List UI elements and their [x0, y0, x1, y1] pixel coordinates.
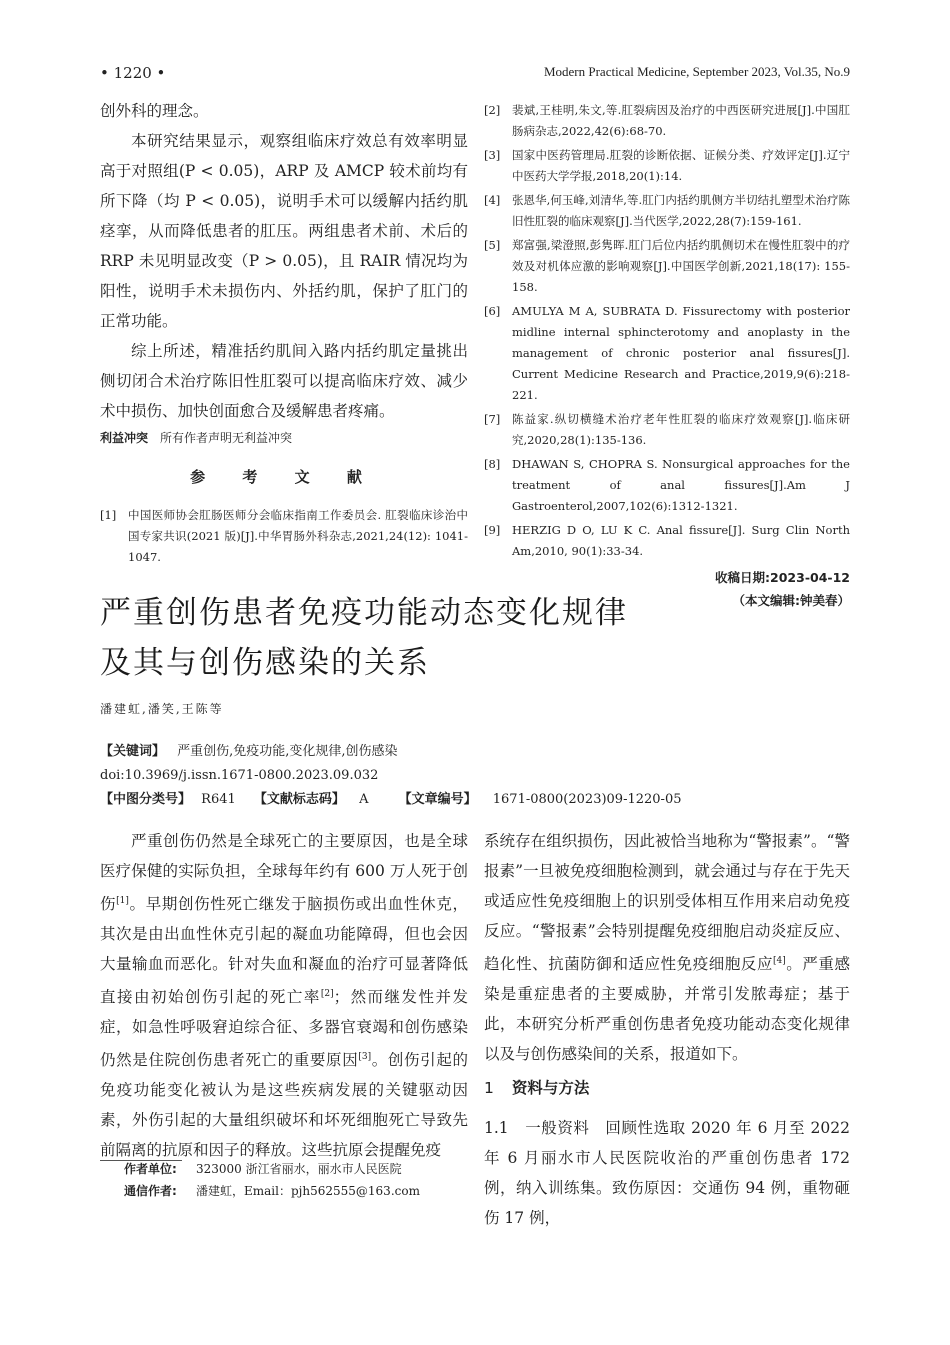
classification-line [100, 788, 860, 812]
reference-item [484, 409, 850, 451]
article-title-line: 及其与创伤感染的关系 [100, 645, 430, 681]
citation: [4] [773, 956, 786, 966]
subsection-text: 回顾性选取 2020 年 6 月至 2022 年 6 月丽水市人民医院收治的严重创伤患者 172 例，纳入训练集。致伤原因：交通伤 94 例，重物砸伤 17 例， [484, 1119, 850, 1228]
reference-text: HERZIG D O, LU K C. Anal fissure[J]. Surg Clin North Am,2010, 90(1):33-34. [512, 523, 850, 558]
article-title-line: 严重创伤患者免疫功能动态变化规律 [100, 595, 628, 631]
keywords-label: 【关键词】 [100, 744, 166, 759]
body-paragraph: 创外科的理念。 [100, 102, 209, 120]
reference-number: [6] [484, 304, 501, 318]
corresponding-author: 潘建虹，Email：pjh562555@163.com [196, 1184, 420, 1198]
doccode-value: A [359, 792, 369, 807]
corresponding-label: 通信作者: [124, 1184, 177, 1198]
reference-number: [8] [484, 457, 501, 471]
page-number: • 1220 • [100, 64, 166, 82]
clc-value: R641 [201, 792, 236, 807]
received-date: 收稿日期:2023-04-12 [715, 570, 850, 585]
article-meta [100, 740, 860, 812]
intro-text: 。早期创伤性死亡继发于脑损伤或出血性休克，其次是由出血性休克引起的凝血功能障碍，但也会因大量输血而恶化。针对失血和凝血的治疗可显著降低直接由初始创伤引起的死亡率 [100, 895, 468, 1007]
body-paragraph: 综上所述，精准括约肌间入路内括约肌定量挑出侧切闭合术治疗陈旧性肛裂可以提高临床疗效、减少术中损伤、加快创面愈合及缓解患者疼痛。 [100, 342, 468, 420]
coi-text: 所有作者声明无利益冲突 [160, 431, 293, 445]
article-title [100, 588, 628, 688]
reference-text: 郑富强,梁澄照,彭隽晖.肛门后位内括约肌侧切术在慢性肛裂中的疗效及对机体应激的影响观察[J].中国医学创新,2021,18(17): 155-158. [512, 238, 850, 294]
subsection-title: 一般资料 [524, 1119, 590, 1138]
reference-item [484, 520, 850, 562]
reference-number: [9] [484, 523, 501, 537]
reference-number: [5] [484, 238, 501, 252]
doccode-label: 【文献标志码】 [253, 792, 345, 807]
article-authors: 潘建虹,潘笑,王陈等 [100, 702, 224, 716]
reference-text: 中国医师协会肛肠医师分会临床指南工作委员会. 肛裂临床诊治中国专家共识(2021 版)[J].中华胃肠外科杂志,2021,24(12): 1041-1047. [128, 508, 468, 564]
section-number: 1 [484, 1079, 494, 1098]
citation: [3] [358, 1052, 372, 1063]
section-heading [484, 1073, 850, 1103]
reference-text: 国家中医药管理局.肛裂的诊断依据、证候分类、疗效评定[J].辽宁中医药大学学报,2018,20(1):14. [512, 148, 850, 183]
running-header: Modern Practical Medicine, September 2023, Vol.35, No.9 [543, 64, 850, 79]
body-paragraph [484, 826, 850, 1069]
reference-text: 陈益家.纵切横缝术治疗老年性肛裂的临床疗效观察[J].临床研究,2020,28(1):135-136. [512, 412, 850, 447]
intro-text: 。创伤引起的免疫功能变化被认为是这些疾病发展的关键驱动因素，外伤引起的大量组织破坏和坏死细胞死亡导致先前隔离的抗原和因子的释放。这些抗原会提醒免疫 [100, 1051, 468, 1160]
doi: doi:10.3969/j.issn.1671-0800.2023.09.032 [100, 768, 379, 783]
body-paragraph: 本研究结果显示，观察组临床疗效总有效率明显高于对照组(P < 0.05)，ARP 及 AMCP 较术前均有所下降（均 P < 0.05)，说明手术可以缓解内括约肌痉挛，从而降低患者的肛压。两组患者术前、术后的 RRP 未见明显改变（P > 0.05)，且 RAIR 情况均为阳性，说明手术未损伤内、外括约肌，保护了肛门的正常功能。 [100, 132, 468, 330]
conflict-of-interest [100, 428, 468, 448]
references-right-column [484, 100, 850, 612]
body-paragraph [484, 1113, 850, 1233]
reference-item [484, 190, 850, 232]
intro-right-column [484, 826, 850, 1233]
reference-item [484, 235, 850, 298]
reference-text: AMULYA M A, SUBRATA D. Fissurectomy with posterior midline internal sphincterotomy and anoplasty in the management of chronic posterior anal fissures[J]. Current Medicine Research and Practice,2019,9(6):218-221. [512, 304, 850, 402]
reference-number: [2] [484, 103, 501, 117]
intro-text: 严重创伤仍然是全球死亡的主要原因，也是全球医疗保健的实际负担，全球每年约有 600 万人死于创伤 [100, 832, 468, 914]
citation: [1] [116, 896, 129, 906]
section-title: 资料与方法 [511, 1079, 590, 1098]
coi-label: 利益冲突 [100, 431, 149, 445]
references-heading: 参 考 文 献 [190, 468, 378, 486]
reference-item [100, 505, 468, 568]
body-paragraph [100, 826, 468, 1165]
article-no-value: 1671-0800(2023)09-1220-05 [492, 792, 682, 807]
reference-item [484, 100, 850, 142]
intro-text: 系统存在组织损伤，因此被恰当地称为“警报素”。“警报素”一旦被免疫细胞检测到，就会通过与存在于先天或适应性免疫细胞上的识别受体相互作用来启动免疫反应。“警报素”会特别提醒免疫细胞启动炎症反应、趋化性、抗菌防御和适应性免疫细胞反应 [484, 832, 850, 974]
reference-item [484, 301, 850, 406]
reference-number: [1] [100, 508, 117, 522]
clc-label: 【中图分类号】 [100, 792, 192, 807]
affiliation: 323000 浙江省丽水，丽水市人民医院 [196, 1162, 402, 1176]
reference-number: [3] [484, 148, 501, 162]
article-no-label: 【文章编号】 [398, 792, 477, 807]
reference-item [484, 454, 850, 517]
reference-text: DHAWAN S, CHOPRA S. Nonsurgical approaches for the treatment of anal fissures[J].Am J Gastroenterol,2007,102(6):1312-1321. [512, 457, 850, 513]
intro-text: ；然而继发性并发症，如急性呼吸窘迫综合征、多器官衰竭和创伤感染仍然是住院创伤患者死亡的重要原因 [100, 988, 468, 1070]
reference-text: 张恩华,何玉峰,刘清华,等.肛门内括约肌侧方半切结扎塑型术治疗陈旧性肛裂的临床观察[J].当代医学,2022,28(7):159-161. [512, 193, 850, 228]
citation: [2] [320, 989, 334, 1000]
editor-note: （本文编辑:钟美春） [732, 593, 850, 608]
intro-text: 。严重感染是重症患者的主要威胁，并常引发脓毒症；基于此，本研究分析严重创伤患者免疫功能动态变化规律以及与创伤感染间的关系，报道如下。 [484, 955, 850, 1064]
keywords-line [100, 740, 860, 764]
reference-number: [4] [484, 193, 501, 207]
reference-list [484, 100, 850, 562]
reference-number: [7] [484, 412, 501, 426]
keywords: 严重创伤,免疫功能,变化规律,创伤感染 [177, 744, 398, 759]
reference-item [484, 145, 850, 187]
subsection-number: 1.1 [484, 1119, 509, 1138]
prev-article-left-column [100, 96, 468, 571]
affiliation-label: 作者单位: [124, 1162, 177, 1176]
reference-text: 裴斌,王桂明,朱文,等.肛裂病因及治疗的中西医研究进展[J].中国肛肠病杂志,2022,42(6):68-70. [512, 103, 850, 138]
intro-left-column [100, 826, 468, 1165]
footnote [124, 1158, 420, 1202]
